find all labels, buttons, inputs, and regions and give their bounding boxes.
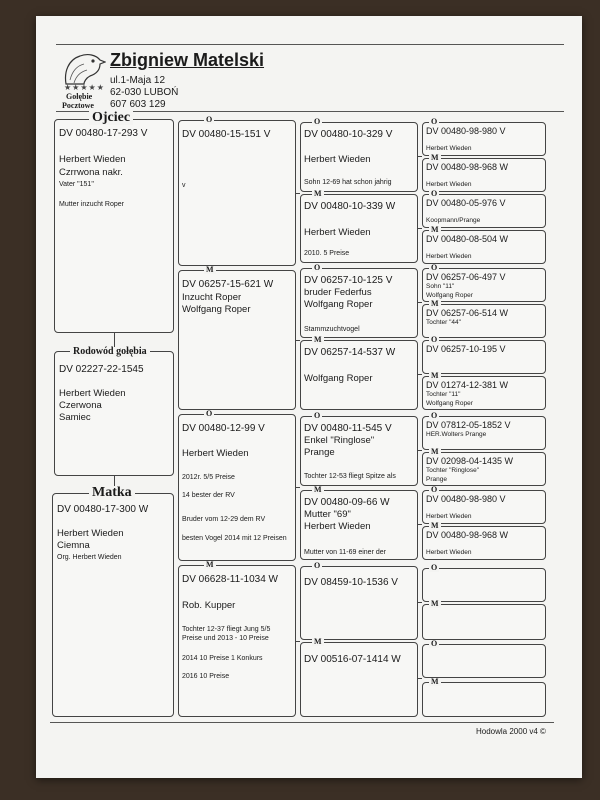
grandparent-ring-number: DV 06628-11-1034 W	[182, 574, 278, 585]
footer-rule	[50, 722, 554, 723]
great-grandparent-line: Herbert Wieden	[304, 521, 371, 532]
great-grandparent-line: Wolfgang Roper	[304, 299, 373, 310]
gg-grandparent-ring-number: DV 00480-98-968 W	[426, 162, 509, 172]
grandparent-note: 2014 10 Preise 1 Konkurs	[182, 655, 263, 662]
sex-label-male: O	[431, 335, 438, 344]
gg-grandparent-card-empty[interactable]	[422, 644, 546, 678]
great-grandparent-ring-number: DV 00480-09-66 W	[304, 497, 390, 508]
sex-label-female: M	[314, 189, 322, 198]
sex-label-female: M	[431, 299, 439, 308]
grandparent-breeder: Herbert Wieden	[182, 448, 249, 459]
connector	[418, 228, 422, 229]
grandparent-note: Tochter 12-37 fliegt Jung 5/5 Preise und 2013 - 10 Preise	[182, 626, 271, 642]
gg-grandparent-line: Wolfgang Roper	[426, 292, 473, 299]
subject-breeder: Herbert Wieden	[59, 388, 126, 399]
subject-card[interactable]	[54, 351, 174, 476]
pigeon-logo	[58, 50, 108, 110]
father-card[interactable]	[54, 119, 174, 333]
grandparent-card-mf[interactable]	[178, 414, 296, 561]
great-grandparent-note: Mutter von 11-69 einer der	[304, 549, 386, 556]
sex-label-male: O	[314, 561, 321, 570]
sex-label-male: O	[431, 411, 438, 420]
gg-grandparent-card[interactable]	[422, 376, 546, 410]
great-grandparent-note: Tochter 12-53 fliegt Spitze als	[304, 473, 396, 480]
gg-grandparent-line: Herbert Wieden	[426, 513, 472, 520]
grandparent-ring-number: DV 00480-12-99 V	[182, 423, 265, 434]
great-grandparent-note: Stammzuchtvogel	[304, 326, 360, 333]
gg-grandparent-line: Prange	[426, 476, 447, 483]
owner-name: Zbigniew Matelski	[110, 50, 265, 70]
grandparent-note: 2016 10 Preise	[182, 673, 230, 680]
gg-grandparent-line: HER.Wolters Prange	[426, 431, 487, 438]
subject-ring-number: DV 02227-22-1545	[59, 364, 144, 375]
sex-label-female: M	[314, 637, 322, 646]
great-grandparent-ring-number: DV 00480-10-339 W	[304, 201, 396, 212]
connector	[418, 302, 422, 303]
great-grandparent-ring-number: DV 08459-10-1536 V	[304, 577, 398, 588]
logo-text-line2: Pocztowe	[62, 101, 94, 110]
gg-grandparent-ring-number: DV 00480-98-980 V	[426, 126, 506, 136]
sex-label-female: M	[206, 560, 214, 569]
gg-grandparent-ring-number: DV 06257-06-497 V	[426, 272, 506, 282]
sex-label-female: M	[431, 521, 439, 530]
gg-grandparent-card[interactable]	[422, 526, 546, 560]
sex-label-female: M	[206, 265, 214, 274]
sex-label-female: M	[314, 335, 322, 344]
grandparent-note: Bruder vom 12-29 dem RV	[182, 516, 266, 523]
grandparent-line: Wolfgang Roper	[182, 304, 251, 315]
gg-grandparent-ring-number: DV 00480-05-976 V	[426, 198, 506, 208]
mother-ring-number: DV 00480-17-300 W	[57, 504, 149, 515]
gg-grandparent-ring-number: DV 02098-04-1435 W	[426, 456, 514, 466]
gg-grandparent-card-empty[interactable]	[422, 604, 546, 640]
owner-address-line2: 62-030 LUBOŃ	[110, 87, 179, 98]
gg-grandparent-line: Herbert Wieden	[426, 549, 472, 556]
great-grandparent-card-mfm[interactable]	[300, 490, 418, 560]
gg-grandparent-card[interactable]	[422, 268, 546, 302]
great-grandparent-ring-number: DV 00480-11-545 V	[304, 423, 392, 434]
great-grandparent-card-ffm[interactable]	[300, 194, 418, 263]
logo-text-line1: Gołębie	[66, 92, 93, 101]
great-grandparent-ring-number: DV 00480-10-329 V	[304, 129, 393, 140]
great-grandparent-breeder: Wolfgang Roper	[304, 373, 373, 384]
connector	[296, 641, 300, 642]
father-breeder: Herbert Wieden	[59, 154, 126, 165]
sex-label-female: M	[431, 153, 439, 162]
sex-label-male: O	[314, 263, 321, 272]
pedigree-heading: Rodowód gołębia	[70, 347, 150, 357]
great-grandparent-card-fff[interactable]	[300, 122, 418, 192]
great-grandparent-line: Mutter "69"	[304, 509, 351, 520]
gg-grandparent-ring-number: DV 06257-06-514 W	[426, 308, 509, 318]
sex-label-male: O	[431, 117, 438, 126]
connector	[418, 156, 422, 157]
great-grandparent-breeder: Herbert Wieden	[304, 154, 371, 165]
sex-label-male: O	[431, 639, 438, 648]
gg-grandparent-card-empty[interactable]	[422, 682, 546, 717]
gg-grandparent-line: Wolfgang Roper	[426, 400, 473, 407]
gg-grandparent-line: Herbert Wieden	[426, 145, 472, 152]
sex-label-male: O	[431, 189, 438, 198]
gg-grandparent-ring-number: DV 00480-98-980 V	[426, 494, 506, 504]
gg-grandparent-line: Tochter "11"	[426, 391, 461, 398]
grandparent-card-fm[interactable]	[178, 270, 296, 410]
father-heading: Ojciec	[89, 111, 133, 125]
mother-card[interactable]	[52, 493, 174, 717]
mother-note: Org. Herbert Wieden	[57, 554, 122, 561]
connector	[418, 374, 422, 375]
father-note: Mutter inzucht Roper	[59, 201, 124, 208]
software-credit: Hodowla 2000 v4 ©	[476, 727, 546, 736]
gg-grandparent-card[interactable]	[422, 230, 546, 264]
grandparent-note: 2012r. 5/5 Preise	[182, 474, 235, 481]
owner-address-line1: ul.1-Maja 12	[110, 75, 166, 86]
subject-color: Czerwona	[59, 400, 102, 411]
sex-label-female: M	[431, 599, 439, 608]
gg-grandparent-ring-number: DV 00480-98-968 W	[426, 530, 509, 540]
gg-grandparent-line: Sohn "11"	[426, 283, 455, 290]
grandparent-note: v	[182, 182, 186, 189]
connector	[296, 340, 300, 341]
gg-grandparent-card[interactable]	[422, 158, 546, 192]
connector	[418, 602, 422, 603]
mother-breeder: Herbert Wieden	[57, 528, 124, 539]
connector	[418, 524, 422, 525]
mother-heading: Matka	[89, 486, 135, 500]
header-top-rule	[56, 44, 564, 45]
grandparent-card-ff[interactable]	[178, 120, 296, 266]
subject-sex: Samiec	[59, 412, 91, 423]
logo-stars: ★★★★★	[64, 83, 105, 92]
gg-grandparent-card[interactable]	[422, 122, 546, 156]
sex-label-female: M	[431, 225, 439, 234]
great-grandparent-card-mmf[interactable]	[300, 566, 418, 640]
great-grandparent-line: Prange	[304, 447, 335, 458]
great-grandparent-line: bruder Federfus	[304, 287, 372, 298]
gg-grandparent-card[interactable]	[422, 416, 546, 450]
great-grandparent-line: Enkel "Ringlose"	[304, 435, 375, 446]
great-grandparent-card-mmm[interactable]	[300, 642, 418, 717]
gg-grandparent-card[interactable]	[422, 194, 546, 228]
connector	[296, 193, 300, 194]
sex-label-female: M	[431, 677, 439, 686]
sex-label-female: M	[431, 447, 439, 456]
grandparent-line: Inzucht Roper	[182, 292, 242, 303]
connector	[296, 487, 300, 488]
father-note: Vater "151"	[59, 181, 94, 188]
great-grandparent-note: Sohn 12-69 hat schon jahrig	[304, 179, 392, 186]
great-grandparent-card-fmm[interactable]	[300, 340, 418, 410]
sex-label-female: M	[431, 371, 439, 380]
gg-grandparent-line: Herbert Wieden	[426, 181, 472, 188]
gg-grandparent-ring-number: DV 00480-08-504 W	[426, 234, 509, 244]
sex-label-male: O	[314, 117, 321, 126]
gg-grandparent-line: Koopmann/Prange	[426, 217, 481, 224]
sex-label-male: O	[431, 485, 438, 494]
father-ring-number: DV 00480-17-293 V	[59, 128, 148, 139]
sex-label-male: O	[314, 411, 321, 420]
connector	[418, 450, 422, 451]
great-grandparent-note: 2010. 5 Preise	[304, 250, 350, 257]
great-grandparent-card-fmf[interactable]	[300, 268, 418, 338]
gg-grandparent-ring-number: DV 01274-12-381 W	[426, 380, 509, 390]
great-grandparent-card-mff[interactable]	[300, 416, 418, 486]
pedigree-sheet	[36, 16, 582, 778]
gg-grandparent-line: Herbert Wieden	[426, 253, 472, 260]
gg-grandparent-card[interactable]	[422, 304, 546, 338]
connector	[418, 678, 422, 679]
gg-grandparent-card-empty[interactable]	[422, 568, 546, 602]
grandparent-ring-number: DV 00480-15-151 V	[182, 129, 271, 140]
sex-label-female: M	[314, 485, 322, 494]
great-grandparent-breeder: Herbert Wieden	[304, 227, 371, 238]
gg-grandparent-line: Tochter "Ringlose"	[426, 467, 480, 474]
grandparent-note: besten Vogel 2014 mit 12 Preisen	[182, 535, 287, 542]
owner-phone: 607 603 129	[110, 99, 166, 110]
sex-label-male: O	[206, 409, 213, 418]
gg-grandparent-card[interactable]	[422, 452, 546, 486]
great-grandparent-ring-number: DV 06257-10-125 V	[304, 275, 393, 286]
gg-grandparent-ring-number: DV 07812-05-1852 V	[426, 420, 511, 430]
gg-grandparent-card[interactable]	[422, 340, 546, 374]
gg-grandparent-line: Tochter "44"	[426, 319, 461, 326]
grandparent-card-mm[interactable]	[178, 565, 296, 717]
pigeon-head-icon	[60, 50, 106, 86]
grandparent-note: 14 bester der RV	[182, 492, 235, 499]
grandparent-ring-number: DV 06257-15-621 W	[182, 279, 274, 290]
sex-label-male: O	[206, 115, 213, 124]
grandparent-breeder: Rob. Kupper	[182, 600, 236, 611]
great-grandparent-ring-number: DV 06257-14-537 W	[304, 347, 396, 358]
sex-label-male: O	[431, 263, 438, 272]
mother-color: Ciemna	[57, 540, 90, 551]
gg-grandparent-ring-number: DV 06257-10-195 V	[426, 344, 506, 354]
father-color: Czrrwona nakr.	[59, 167, 123, 178]
sex-label-male: O	[431, 563, 438, 572]
great-grandparent-ring-number: DV 00516-07-1414 W	[304, 654, 401, 665]
gg-grandparent-card[interactable]	[422, 490, 546, 524]
